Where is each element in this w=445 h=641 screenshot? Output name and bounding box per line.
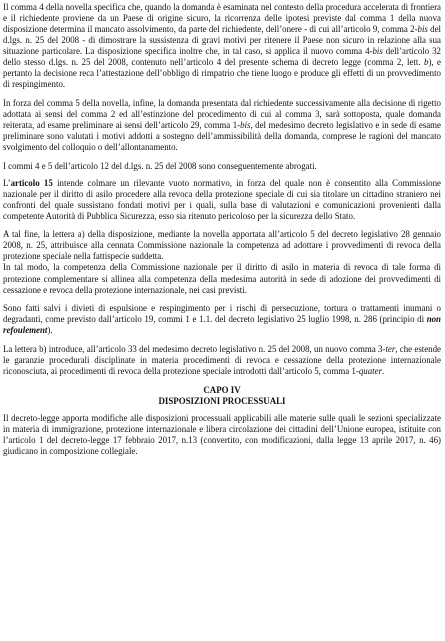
chapter-subtitle: DISPOSIZIONI PROCESSUALI: [158, 395, 286, 406]
chapter-title: CAPO IV: [203, 384, 241, 395]
paragraph-divieti-espulsione: Sono fatti salvi i divieti di espulsione e respingimento per i rischi di persecuzione, tortura o trattamenti inumani o degradanti, come previsto dall’articolo 19, commi 1 e 1.1. del decreto legislativo 25 luglio 1998, n. 286 (principio di non refoulement).: [3, 303, 441, 336]
paragraph-decreto-legge: Il decreto-legge apporta modifiche alle disposizioni processuali applicabili alle materie sulle quali le sezioni specializzate in materia di immigrazione, protezione internazionale e libera circolazione dei cittadini dell’Unione europea, istituite con l’articolo 1 del decreto-legge 17 febbraio 2017, n.13 (convertito, con modificazioni, dalla legge 13 aprile 2017, n. 46) giudicano in composizione collegiale.: [3, 413, 441, 457]
emphasis-run: b: [424, 57, 429, 68]
emphasis-run: bis: [417, 24, 428, 35]
paragraph-lettera-a: A tal fine, la lettera a) della disposizione, mediante la novella apportata all’articolo 5 del decreto legislativo 28 gennaio 2008, n. 25, attribuisce alla cennata Commissione nazionale la competenza ad adottare i provvedimenti di revoca della protezione speciale nella fattispecie suddetta. In tal modo, la competenza della Commissione nazionale per il diritto di asilo in materia di revoca di tale forma di protezione complementare si allinea alla competenza della medesima autorità in sede di adozione dei provvedimenti di cessazione e revoca della protezione internazionale, nei casi previsti.: [3, 229, 441, 295]
emphasis-run: articolo 15: [10, 177, 53, 188]
emphasis-run: ter: [385, 343, 396, 354]
emphasis-run: bis: [372, 46, 383, 57]
paragraph-abrogation: I commi 4 e 5 dell’articolo 12 del d.lgs. n. 25 del 2008 sono conseguentemente abrogati.: [3, 160, 317, 171]
paragraph-comma-5: In forza del comma 5 della novella, infine, la domanda presentata dal richiedente successivamente alla decisione di rigetto adottata ai sensi del comma 2 ed all’estinzione del procedimento di cui al comma 3, sarà sottoposta, quale domanda reiterata, ad esame preliminare ai sensi dell’articolo 29, comma 1-bis, del medesimo decreto legislativo e in sede di esame preliminare sono valutati i motivi addotti a sostegno dell’ammissibilità della domanda, comprese le ragioni del mancato svolgimento del colloquio o dell’allontanamento.: [3, 97, 441, 153]
paragraph-articolo-15: L’articolo 15 intende colmare un rilevante vuoto normativo, in forza del quale non è consentito alla Commissione nazionale per il diritto di asilo procedere alla revoca della protezione speciale di cui sia titolare un cittadino straniero nei confronti del quale sussistano fondati motivi per i quali, sulla base di valutazioni e comunicazioni provenienti dalla competente Autorità di Pubblica Sicurezza, esso sia ritenuto pericoloso per la sicurezza dello Stato.: [3, 177, 441, 221]
emphasis-run: quater: [358, 365, 383, 376]
paragraph-lettera-b: La lettera b) introduce, all’articolo 33 del medesimo decreto legislativo n. 25 del 2008, un nuovo comma 3-ter, che estende le garanzie procedurali disciplinate in materia procedimenti di revoca e cessazione della protezione internazionale riconosciuta, ai procedimenti di revoca della protezione speciale introdotti dall’articolo 5, comma 1-quater.: [3, 343, 441, 376]
paragraph-comma-4: Il comma 4 della novella specifica che, quando la domanda è esaminata nel contesto della procedura accelerata di frontiera e il richiedente proviene da un Paese di origine sicuro, la ricorrenza delle ipotesi previste dal comma 1 della nuova disposizione determina il mancato assolvimento, da parte del richiedente, dell’onere - di cui all’articolo 9, comma 2-bis del d.lgs. n. 25 del 2008 - di dimostrare la sussistenza di gravi motivi per ritenere il Paese non sicuro in relazione alla sua situazione particolare. La disposizione specifica inoltre che, in tal caso, si applica il nuovo comma 4-bis dell’articolo 32 dello stesso d.lgs. n. 25 del 2008, contenuto nell’articolo 4 del presente schema di decreto legge (comma 2, lett. b), e pertanto la decisione reca l’attestazione dell’obbligo di rimpatrio che tiene luogo e produce gli effetti di un provvedimento di respingimento.: [3, 2, 441, 90]
emphasis-run: non refoulement: [3, 314, 441, 336]
emphasis-run: bis: [240, 119, 251, 130]
